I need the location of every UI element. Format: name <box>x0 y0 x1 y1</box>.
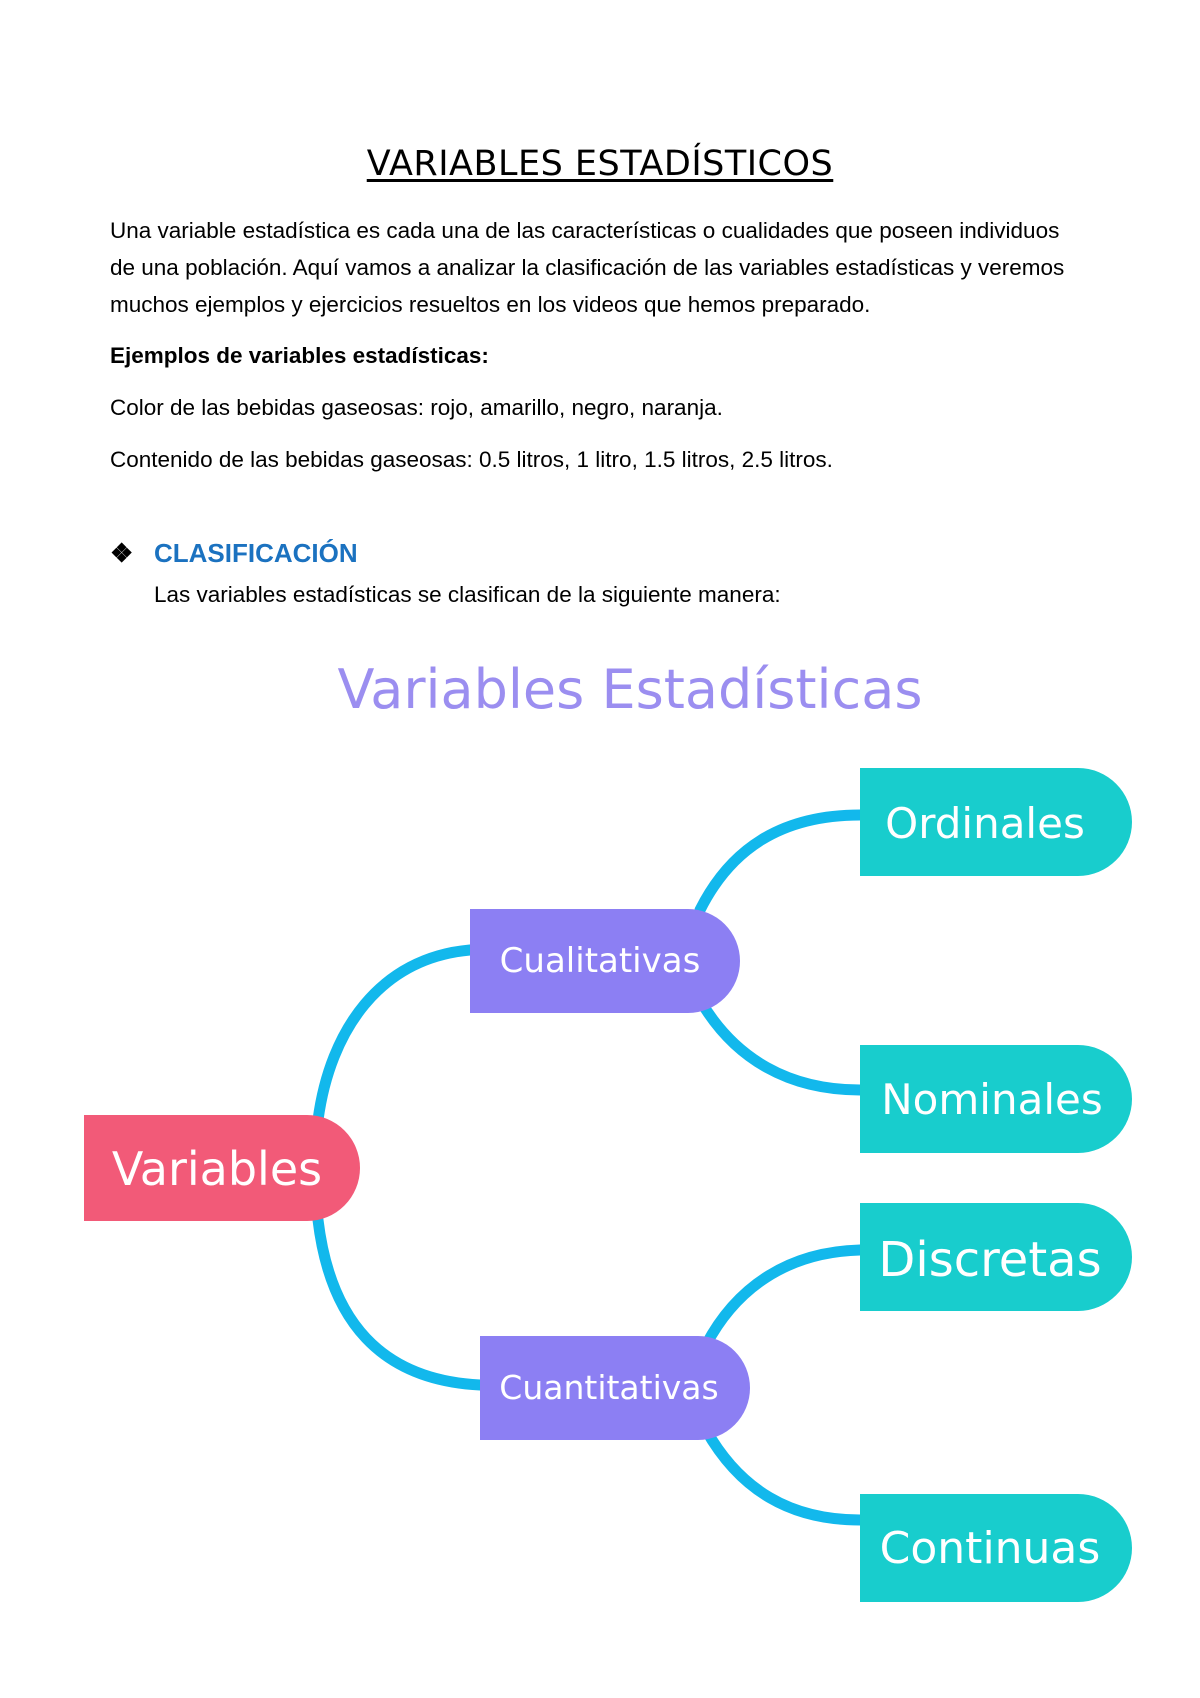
leaf-node-ordinales-label: Ordinales <box>885 799 1085 848</box>
section-heading <box>110 538 358 569</box>
classification-diagram <box>0 640 1200 1620</box>
example-item-2: Contenido de las bebidas gaseosas: 0.5 litros, 1 litro, 1.5 litros, 2.5 litros. <box>110 447 833 472</box>
connector-cualitativas-nominales <box>700 1000 860 1090</box>
document-title: VARIABLES ESTADÍSTICOS <box>366 144 834 184</box>
intro-line-1: Una variable estadística es cada una de las características o cualidades que poseen individuos <box>110 218 1060 243</box>
root-node-label: Variables <box>111 1142 323 1196</box>
diagram-title: Variables Estadísticas <box>337 658 923 721</box>
section-description: Las variables estadísticas se clasifican de la siguiente manera: <box>154 582 781 607</box>
leaf-node-continuas-label: Continuas <box>879 1523 1101 1574</box>
leaf-node-discretas-label: Discretas <box>878 1232 1102 1288</box>
examples-heading: Ejemplos de variables estadísticas: <box>110 343 489 368</box>
intro-line-3: muchos ejemplos y ejercicios resueltos en los videos que hemos preparado. <box>110 292 871 317</box>
branch-node-cuantitativas-label: Cuantitativas <box>499 1368 719 1407</box>
connector-root-cualitativas <box>318 950 470 1120</box>
leaf-node-nominales-label: Nominales <box>881 1075 1103 1124</box>
example-item-1: Color de las bebidas gaseosas: rojo, amarillo, negro, naranja. <box>110 395 723 420</box>
connector-cuantitativas-discretas <box>706 1250 860 1345</box>
connector-root-cuantitativas <box>318 1220 480 1385</box>
intro-line-2: de una población. Aquí vamos a analizar la clasificación de las variables estadísticas y veremos <box>110 255 1065 280</box>
diamond-bullet-icon: ❖ <box>110 538 134 568</box>
branch-node-cualitativas-label: Cualitativas <box>499 941 701 981</box>
connector-cualitativas-ordinales <box>700 815 860 910</box>
section-title: CLASIFICACIÓN <box>154 538 358 568</box>
connector-cuantitativas-continuas <box>706 1430 860 1520</box>
